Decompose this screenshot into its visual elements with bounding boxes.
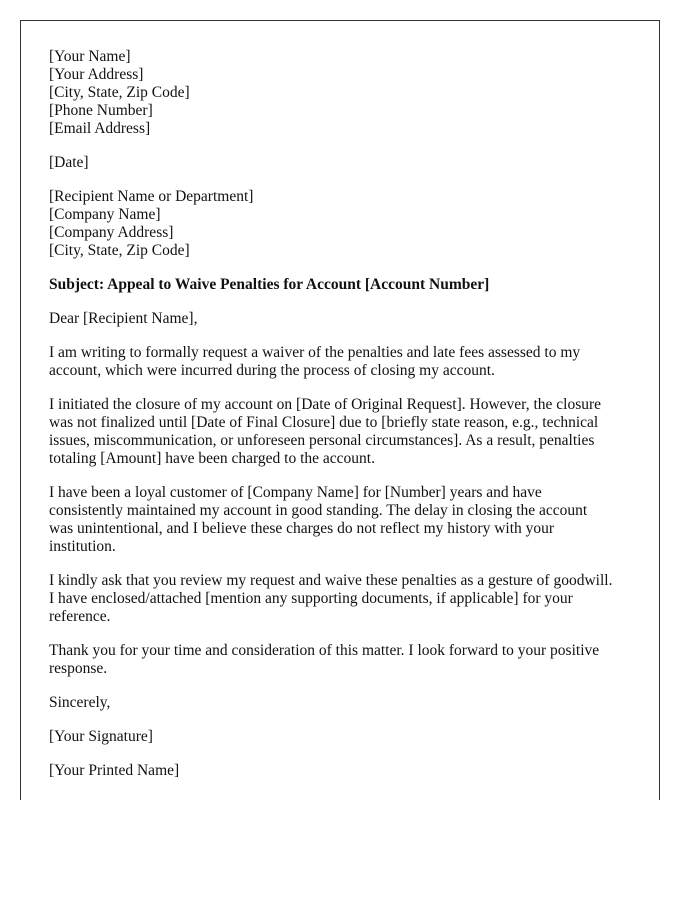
- paragraph-line: was unintentional, and I believe these charges do not reflect my history with your: [49, 520, 555, 537]
- paragraph-line: was not finalized until [Date of Final Closure] due to [briefly state reason, e.g., technical: [49, 414, 599, 431]
- paragraph-line: I am writing to formally request a waiver of the penalties and late fees assessed to my: [49, 344, 581, 361]
- sender-email: [Email Address]: [49, 120, 151, 137]
- subject-line: Subject: Appeal to Waive Penalties for Account [Account Number]: [49, 276, 490, 293]
- signature: [Your Signature]: [49, 728, 153, 745]
- paragraph-line: response.: [49, 660, 108, 677]
- letter-body: [49, 344, 659, 678]
- date: [Date]: [49, 154, 89, 171]
- paragraph-line: totaling [Amount] have been charged to the account.: [49, 450, 375, 467]
- sender-address: [Your Address]: [49, 66, 144, 83]
- body-paragraph: [49, 642, 659, 678]
- sender-phone: [Phone Number]: [49, 102, 153, 119]
- paragraph-line: I kindly ask that you review my request and waive these penalties as a gesture of goodwill.: [49, 572, 613, 589]
- paragraph-line: I initiated the closure of my account on [Date of Original Request]. However, the closure: [49, 396, 602, 413]
- salutation: Dear [Recipient Name],: [49, 310, 198, 327]
- body-paragraph: [49, 572, 659, 626]
- paragraph-line: institution.: [49, 538, 116, 555]
- recipient-city: [City, State, Zip Code]: [49, 242, 190, 259]
- sender-city: [City, State, Zip Code]: [49, 84, 190, 101]
- paragraph-line: I have been a loyal customer of [Company Name] for [Number] years and have: [49, 484, 542, 501]
- body-paragraph: [49, 344, 659, 380]
- paragraph-line: consistently maintained my account in good standing. The delay in closing the account: [49, 502, 588, 519]
- recipient-name: [Recipient Name or Department]: [49, 188, 254, 205]
- paragraph-line: issues, miscommunication, or unforeseen personal circumstances]. As a result, penalties: [49, 432, 595, 449]
- closing: Sincerely,: [49, 694, 111, 711]
- body-paragraph: [49, 484, 659, 556]
- sender-name: [Your Name]: [49, 48, 131, 65]
- recipient-company: [Company Name]: [49, 206, 161, 223]
- printed-name: [Your Printed Name]: [49, 762, 180, 779]
- recipient-address: [Company Address]: [49, 224, 174, 241]
- sender-block: [49, 48, 659, 138]
- paragraph-line: account, which were incurred during the process of closing my account.: [49, 362, 495, 379]
- letter-page: [20, 20, 660, 800]
- recipient-block: [49, 188, 659, 260]
- paragraph-line: I have enclosed/attached [mention any supporting documents, if applicable] for your: [49, 590, 573, 607]
- paragraph-line: reference.: [49, 608, 111, 625]
- paragraph-line: Thank you for your time and consideration of this matter. I look forward to your positive: [49, 642, 600, 659]
- body-paragraph: [49, 396, 659, 468]
